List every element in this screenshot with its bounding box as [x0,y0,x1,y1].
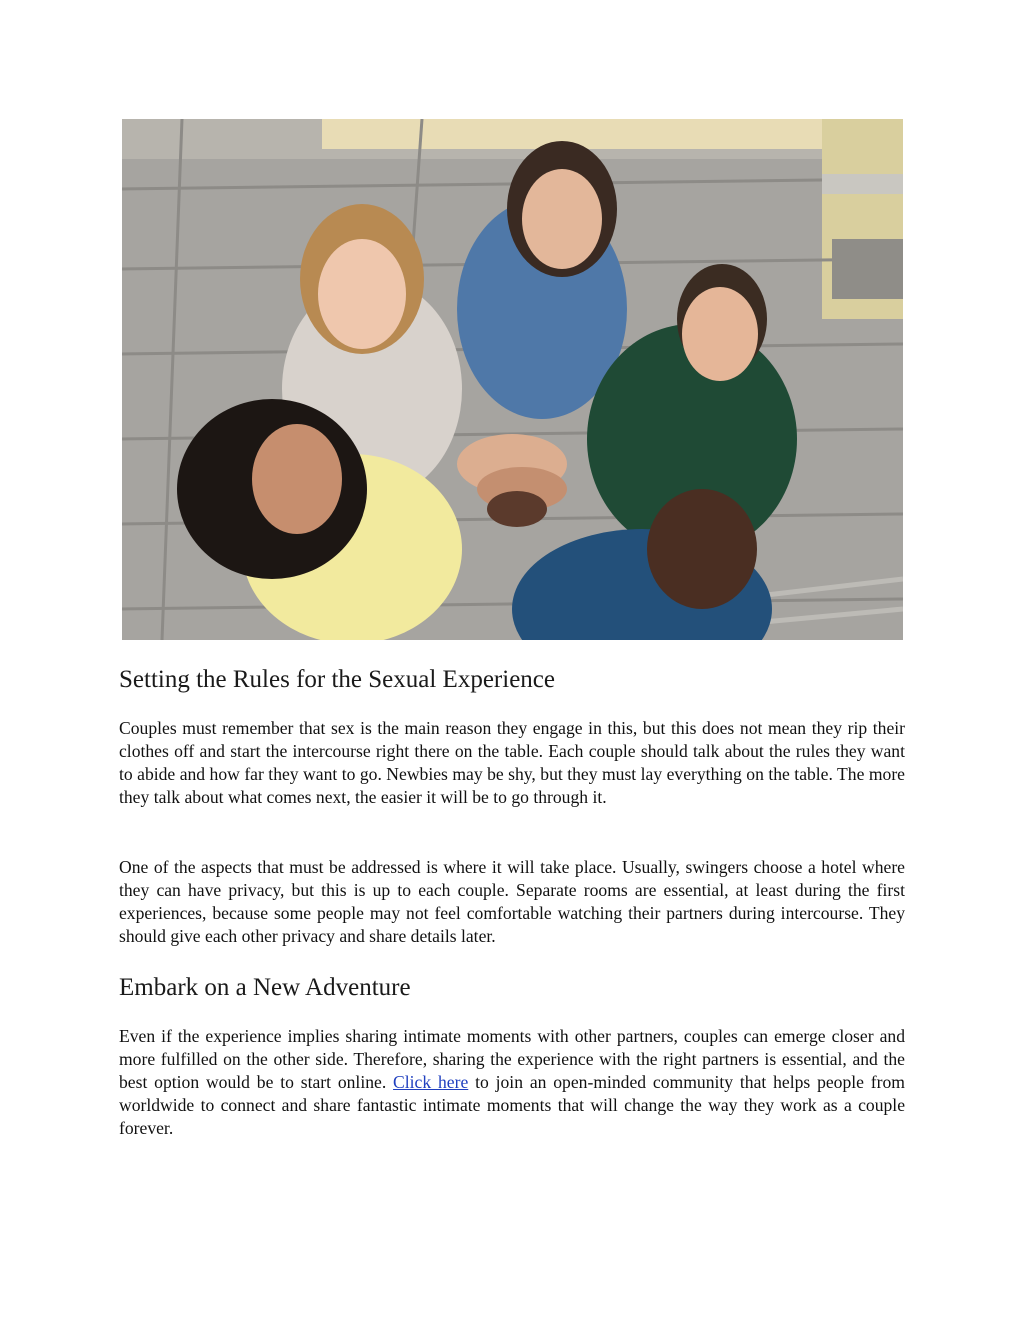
paragraph-rules-talk: Couples must remember that sex is the main reason they engage in this, but this does not mean they rip their clothes off and start the intercourse right there on the table. Each couple should talk about the rules they want to abide and how far they want to go. Newbies may be shy, but they must lay everything on the table. The more they talk about what comes next, the easier it will be to go through it. [119,718,905,807]
group-photo [122,119,903,640]
group-photo-illustration [122,119,903,640]
paragraph-adventure-text-after: to join an open-minded community that helps people from worldwide to connect and share fantastic intimate moments that will change the way they work as a couple forever. [119,1072,905,1138]
paragraph-rules-location: One of the aspects that must be addressed is where it will take place. Usually, swingers choose a hotel where they can have privacy, but this is up to each couple. Separate rooms are essential, at least during the first experiences, because some people may not feel comfortable watching their partners during intercourse. They should give each other privacy and share details later. [119,857,905,946]
click-here-link[interactable]: Click here [393,1072,469,1092]
section-heading-rules: Setting the Rules for the Sexual Experience [119,666,555,693]
paragraph-adventure-text-before: Even if the experience implies sharing intimate moments with other partners, couples can emerge closer and more fulfilled on the other side. Therefore, sharing the experience with the right partners is essential, and the best option would be to start online. [119,1026,905,1092]
paragraph-adventure [119,1025,905,1140]
section-heading-adventure: Embark on a New Adventure [119,974,411,1001]
